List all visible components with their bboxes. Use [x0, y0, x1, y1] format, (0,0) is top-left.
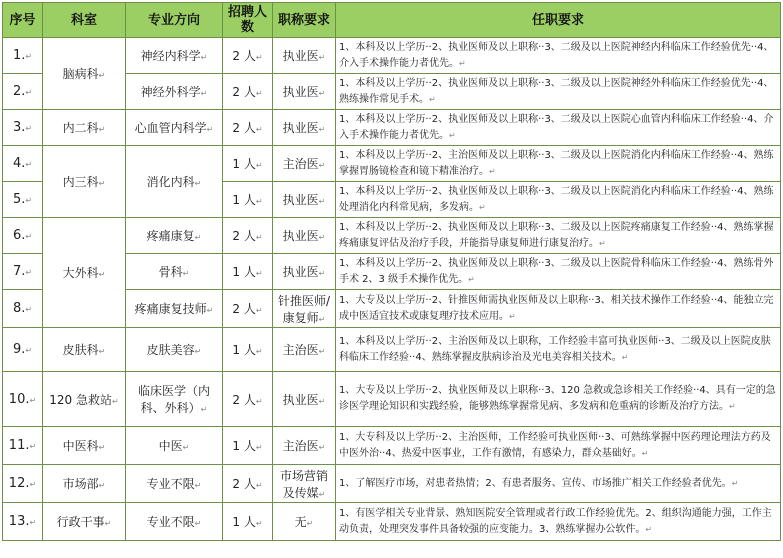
- major-cell: 骨科↵: [126, 254, 223, 290]
- header-dept: 科室: [43, 3, 126, 38]
- title-cell: 主治医↵: [273, 146, 336, 182]
- title-cell: 执业医↵: [273, 182, 336, 218]
- header-major: 专业方向: [126, 3, 223, 38]
- dept-cell: 市场部↵: [43, 465, 126, 503]
- count-cell: 2 人↵: [223, 218, 273, 254]
- row-number: 1.↵: [3, 38, 43, 74]
- title-cell: 执业医↵: [273, 254, 336, 290]
- count-cell: 1 人↵: [223, 503, 273, 541]
- row-number: 3.↵: [3, 110, 43, 146]
- requirements-cell: 1、了解医疗市场，对患者热情；2、有患者服务、宣传、市场推广相关工作经验者优先。↵: [336, 465, 781, 503]
- table-row: [3, 218, 781, 254]
- requirements-cell: 1、本科及以上学历··2、执业医师及以上职称··3、二级及以上医院消化内科临床工作经验··4、熟练处理消化内科常见病，多发病。↵: [336, 182, 781, 218]
- dept-cell: 大外科↵: [43, 218, 126, 328]
- row-number: 8.↵: [3, 290, 43, 328]
- table-row: [3, 465, 781, 503]
- recruitment-table: [2, 2, 781, 541]
- count-cell: 1 人↵: [223, 427, 273, 465]
- table-row: [3, 328, 781, 372]
- requirements-cell: 1、本科及以上学历··2、主治医师及以上职称，工作经验丰富可执业医师··3、二级及以上医院皮肤科临床工作经验··4、熟练掌握皮肤病诊治及光电美容相关技术。↵: [336, 328, 781, 372]
- table-row: [3, 110, 781, 146]
- major-cell: 临床医学（内科、外科）↵: [126, 372, 223, 427]
- table-row: [3, 372, 781, 427]
- count-cell: 1 人↵: [223, 182, 273, 218]
- dept-cell: 行政干事↵: [43, 503, 126, 541]
- row-number: 2.↵: [3, 74, 43, 110]
- title-cell: 针推医师/康复师↵: [273, 290, 336, 328]
- row-number: 13.↵: [3, 503, 43, 541]
- count-cell: 2 人↵: [223, 290, 273, 328]
- header-title: 职称要求: [273, 3, 336, 38]
- dept-cell: 脑病科↵: [43, 38, 126, 110]
- requirements-cell: 1、本科及以上学历··2、执业医师及以上职称··3、二级及以上医院骨科临床工作经验··4、熟练骨外手术 2、3 级手术操作优先。↵: [336, 254, 781, 290]
- requirements-cell: 1、大专科及以上学历··2、主治医师，工作经验可执业医师··3、可熟练掌握中医药理论理法方药及中医外治··4、热爱中医事业，工作有激情，有感染力，群众基础好。↵: [336, 427, 781, 465]
- dept-cell: 120 急救站↵: [43, 372, 126, 427]
- title-cell: 执业医↵: [273, 110, 336, 146]
- requirements-cell: 1、有医学相关专业背景、熟知医院安全管理或者行政工作经验优先。2、组织沟通能力强，工作主动负责，处理突发事件具备较强的应变能力。3、熟练掌握办公软件。↵: [336, 503, 781, 541]
- requirements-cell: 1、本科及以上学历··2、执业医师及以上职称··3、二级及以上医院神经内科临床工作经验优先··4、介入手术操作能力者优先。↵: [336, 38, 781, 74]
- table-row: [3, 427, 781, 465]
- header-count: 招聘人数: [223, 3, 273, 38]
- row-number: 5.↵: [3, 182, 43, 218]
- major-cell: 专业不限↵: [126, 465, 223, 503]
- title-cell: 市场营销及传媒↵: [273, 465, 336, 503]
- major-cell: 消化内科↵: [126, 146, 223, 218]
- count-cell: 2 人↵: [223, 465, 273, 503]
- count-cell: 2 人↵: [223, 110, 273, 146]
- row-number: 9.↵: [3, 328, 43, 372]
- major-cell: 中医↵: [126, 427, 223, 465]
- major-cell: 疼痛康复技师↵: [126, 290, 223, 328]
- major-cell: 心血管内科学↵: [126, 110, 223, 146]
- dept-cell: 中医科↵: [43, 427, 126, 465]
- count-cell: 2 人↵: [223, 74, 273, 110]
- table-row: [3, 503, 781, 541]
- header-row: [3, 3, 781, 38]
- title-cell: 无↵: [273, 503, 336, 541]
- title-cell: 执业医↵: [273, 74, 336, 110]
- count-cell: 1 人↵: [223, 254, 273, 290]
- major-cell: 疼痛康复↵: [126, 218, 223, 254]
- count-cell: 2 人↵: [223, 372, 273, 427]
- count-cell: 1 人↵: [223, 146, 273, 182]
- dept-cell: 内二科↵: [43, 110, 126, 146]
- count-cell: 2 人↵: [223, 38, 273, 74]
- requirements-cell: 1、本科及以上学历··2、执业医师及以上职称··3、二级及以上医院疼痛康复工作经验··4、熟练掌握疼痛康复评估及治疗手段，并能指导康复师进行康复治疗。↵: [336, 218, 781, 254]
- title-cell: 主治医↵: [273, 427, 336, 465]
- row-number: 10.↵: [3, 372, 43, 427]
- row-number: 6.↵: [3, 218, 43, 254]
- title-cell: 执业医↵: [273, 372, 336, 427]
- requirements-cell: 1、本科及以上学历··2、执业医师及以上职称··3、二级及以上医院神经外科临床工作经验优先··4、熟练操作常见手术。↵: [336, 74, 781, 110]
- title-cell: 主治医↵: [273, 328, 336, 372]
- requirements-cell: 1、大专及以上学历··2、针推医师需执业医师及以上职称··3、相关技术操作工作经验··4、能独立完成中医适宜技术或康复理疗技术应用。↵: [336, 290, 781, 328]
- title-cell: 执业医↵: [273, 38, 336, 74]
- row-number: 7.↵: [3, 254, 43, 290]
- table-row: [3, 146, 781, 182]
- header-no: 序号: [3, 3, 43, 38]
- dept-cell: 皮肤科↵: [43, 328, 126, 372]
- row-number: 4.↵: [3, 146, 43, 182]
- header-requirements: 任职要求: [336, 3, 781, 38]
- major-cell: 神经外科学↵: [126, 74, 223, 110]
- table-row: [3, 38, 781, 74]
- count-cell: 1 人↵: [223, 328, 273, 372]
- row-number: 12.↵: [3, 465, 43, 503]
- major-cell: 神经内科学↵: [126, 38, 223, 74]
- dept-cell: 内三科↵: [43, 146, 126, 218]
- major-cell: 皮肤美容↵: [126, 328, 223, 372]
- requirements-cell: 1、本科及以上学历··2、执业医师及以上职称··3、二级及以上医院心血管内科临床工作经验··4、介入手术操作能力者优先。↵: [336, 110, 781, 146]
- title-cell: 执业医↵: [273, 218, 336, 254]
- row-number: 11.↵: [3, 427, 43, 465]
- requirements-cell: 1、本科及以上学历··2、主治医师及以上职称··3、二级及以上医院消化内科临床工作经验··4、熟练掌握胃肠镜检查和镜下精准治疗。↵: [336, 146, 781, 182]
- major-cell: 专业不限↵: [126, 503, 223, 541]
- requirements-cell: 1、大专及以上学历··2、执业医师及以上职称··3、120 急救或急诊相关工作经验··4、具有一定的急诊医学理论知识和实践经验，能够熟练掌握常见病、多发病和危重病的诊断及治疗方法。↵: [336, 372, 781, 427]
